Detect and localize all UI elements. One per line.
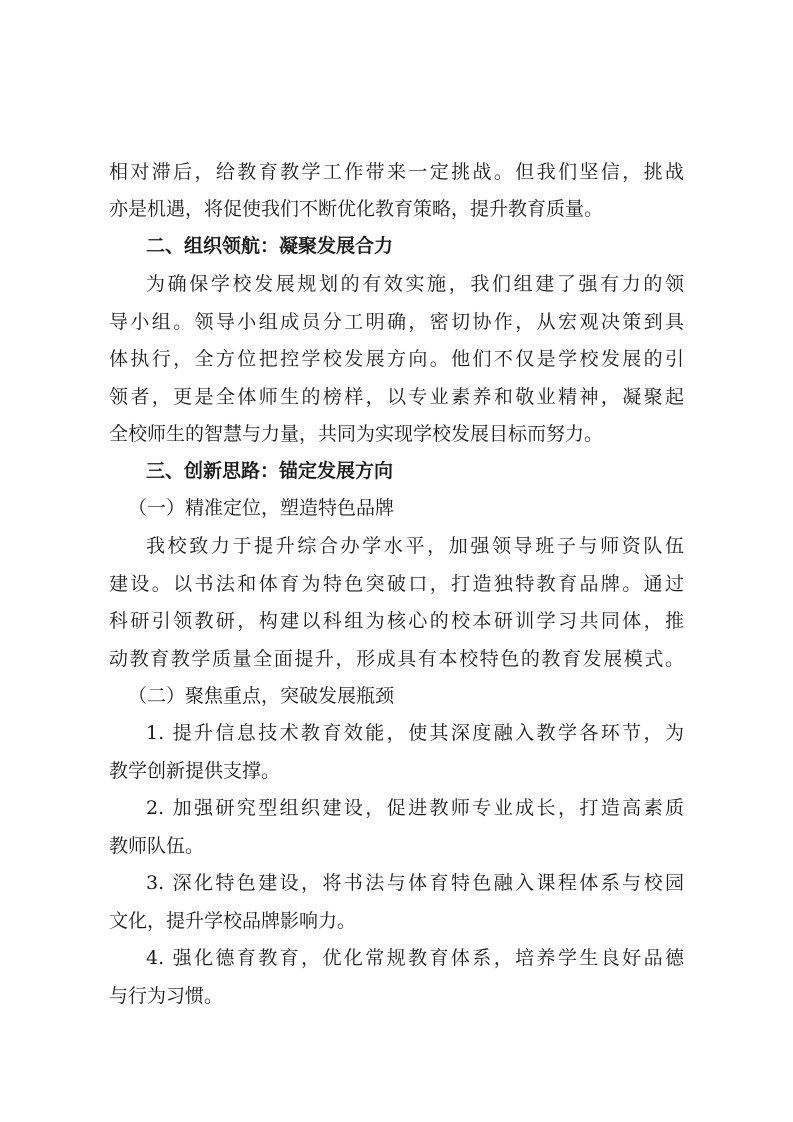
paragraph-line: 建设。以书法和体育为特色突破口，打造独特教育品牌。通过 xyxy=(109,573,684,595)
paragraph-line: 我校致力于提升综合办学水平，加强领导班子与师资队伍 xyxy=(146,535,684,557)
list-item-line: 2. 加强研究型组织建设，促进教师专业成长，打造高素质 xyxy=(146,797,684,819)
list-item-line: 与行为习惯。 xyxy=(109,985,224,1007)
paragraph-line: 动教育教学质量全面提升，形成具有本校特色的教育发展模式。 xyxy=(109,648,684,670)
paragraph-line: 为确保学校发展规划的有效实施，我们组建了强有力的领 xyxy=(146,273,684,295)
paragraph-line: 导小组。领导小组成员分工明确，密切协作，从宏观决策到具 xyxy=(109,311,684,333)
section-heading: 三、创新思路：锚定发展方向 xyxy=(146,460,394,482)
paragraph-line: 全校师生的智慧与力量，共同为实现学校发展目标而努力。 xyxy=(109,423,604,445)
section-heading: 二、组织领航：凝聚发展合力 xyxy=(146,235,394,257)
list-item-line: 3. 深化特色建设，将书法与体育特色融入课程体系与校园 xyxy=(146,872,684,894)
list-item-line: 教学创新提供支撑。 xyxy=(109,760,281,782)
subsection-heading: （一）精准定位，塑造特色品牌 xyxy=(128,497,395,519)
paragraph-line: 相对滞后，给教育教学工作带来一定挑战。但我们坚信，挑战 xyxy=(109,161,684,183)
list-item-line: 文化，提升学校品牌影响力。 xyxy=(109,910,357,932)
subsection-heading: （二）聚焦重点，突破发展瓶颈 xyxy=(128,685,395,707)
list-item-line: 1. 提升信息技术教育效能，使其深度融入教学各环节，为 xyxy=(146,722,684,744)
paragraph-line: 体执行，全方位把控学校发展方向。他们不仅是学校发展的引 xyxy=(109,348,684,370)
list-item-line: 教师队伍。 xyxy=(109,835,205,857)
paragraph-line: 科研引领教研，构建以科组为核心的校本研训学习共同体，推 xyxy=(109,610,684,632)
paragraph-line: 领者，更是全体师生的榜样，以专业素养和敬业精神，凝聚起 xyxy=(109,386,684,408)
list-item-line: 4. 强化德育教育，优化常规教育体系，培养学生良好品德 xyxy=(146,947,684,969)
paragraph-line: 亦是机遇，将促使我们不断优化教育策略，提升教育质量。 xyxy=(109,198,604,220)
